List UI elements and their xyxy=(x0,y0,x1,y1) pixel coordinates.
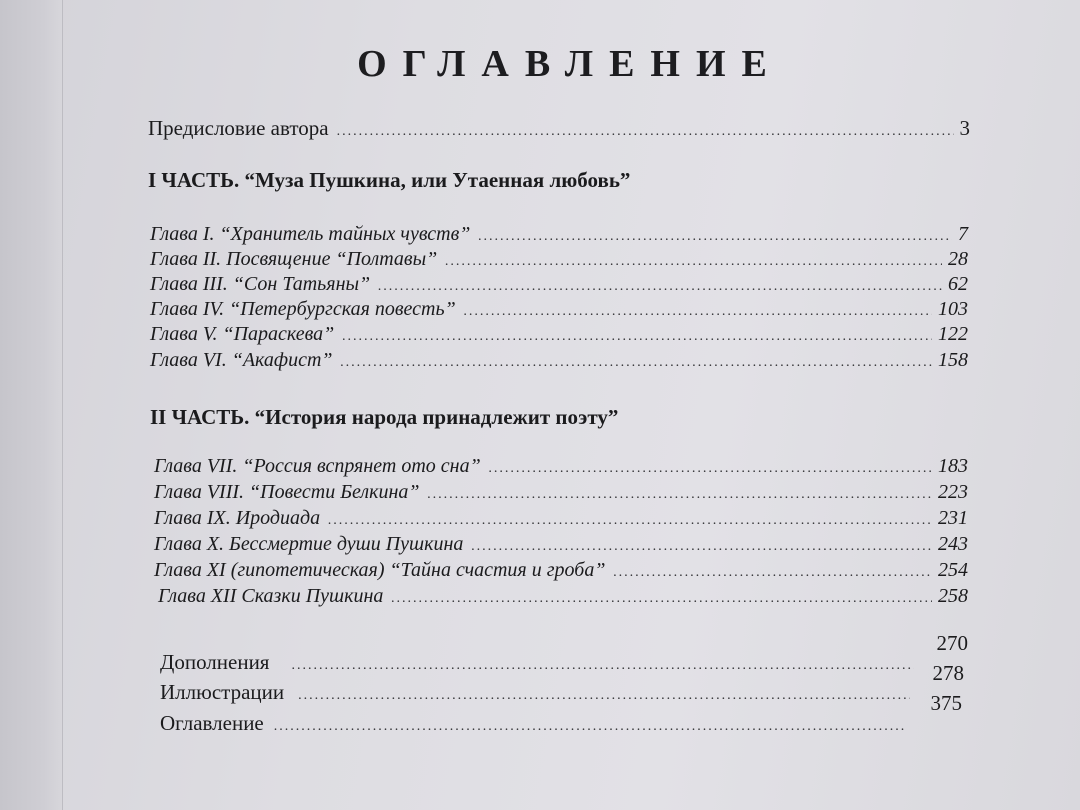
toc-entry-chapter-3[interactable] xyxy=(150,273,968,299)
dot-leader xyxy=(613,565,932,581)
toc-entry-label: Глава VI. “Акафист” xyxy=(150,349,333,371)
toc-entry-label: Глава VIII. “Повести Белкина” xyxy=(154,481,420,503)
dot-leader xyxy=(478,229,952,245)
dot-leader xyxy=(298,688,910,704)
toc-page-number: 103 xyxy=(938,298,968,320)
toc-entry-label: Глава I. “Хранитель тайных чувств” xyxy=(150,223,471,245)
part-1-heading: I ЧАСТЬ. “Муза Пушкина, или Утаенная любовь” xyxy=(148,168,631,192)
toc-entry-label: Глава IX. Иродиада xyxy=(154,507,321,529)
dot-leader xyxy=(341,355,932,371)
toc-entry-chapter-6[interactable] xyxy=(150,349,968,375)
dot-leader xyxy=(342,329,932,345)
toc-entry-chapter-5[interactable] xyxy=(150,323,968,349)
toc-page-number: 183 xyxy=(938,455,968,477)
toc-entry-additions[interactable] xyxy=(160,650,920,676)
dot-leader xyxy=(378,279,942,295)
toc-entry-label: Глава XII Сказки Пушкина xyxy=(158,585,384,607)
dot-leader xyxy=(337,124,954,140)
toc-entry-chapter-9[interactable] xyxy=(154,507,968,533)
toc-entry-chapter-11[interactable] xyxy=(154,559,968,585)
dot-leader xyxy=(291,658,914,674)
toc-page-number: 62 xyxy=(948,273,968,295)
dot-leader xyxy=(464,304,932,320)
toc-entry-label: Глава IV. “Петербургская повесть” xyxy=(150,298,456,320)
toc-entry-label: Предисловие автора xyxy=(148,116,329,140)
toc-entry-preface[interactable] xyxy=(148,116,970,142)
dot-leader xyxy=(471,539,932,555)
toc-page-number: 28 xyxy=(948,248,968,270)
toc-entry-chapter-7[interactable] xyxy=(154,455,968,481)
dot-leader xyxy=(391,591,932,607)
toc-page-number: 231 xyxy=(938,507,968,529)
toc-page-number: 243 xyxy=(938,533,968,555)
toc-page-number: 122 xyxy=(938,323,968,345)
toc-page-number: 375 xyxy=(930,691,962,715)
toc-page-number: 258 xyxy=(938,585,968,607)
toc-entry-contents[interactable] xyxy=(160,711,912,737)
dot-leader xyxy=(445,254,942,270)
toc-entry-illustrations[interactable] xyxy=(160,680,916,706)
page-title: ОГЛАВЛЕНИЕ xyxy=(357,43,783,85)
toc-page-number: 158 xyxy=(938,349,968,371)
dot-leader xyxy=(489,461,932,477)
dot-leader xyxy=(428,487,933,503)
toc-entry-label: Глава VII. “Россия вспрянет ото сна” xyxy=(154,455,481,477)
toc-entry-chapter-1[interactable] xyxy=(150,223,968,249)
dot-leader xyxy=(328,513,932,529)
toc-entry-label: Глава III. “Сон Татьяны” xyxy=(150,273,371,295)
part-2-heading: II ЧАСТЬ. “История народа принадлежит поэту” xyxy=(150,405,619,429)
toc-entry-label: Глава II. Посвящение “Полтавы” xyxy=(150,248,438,270)
toc-entry-chapter-8[interactable] xyxy=(154,481,968,507)
toc-page-number: 254 xyxy=(938,559,968,581)
toc-entry-label: Глава X. Бессмертие души Пушкина xyxy=(154,533,464,555)
toc-entry-chapter-4[interactable] xyxy=(150,298,968,324)
toc-entry-label: Глава XI (гипотетическая) “Тайна счастия и гроба” xyxy=(154,559,606,581)
toc-entry-chapter-10[interactable] xyxy=(154,533,968,559)
toc-entry-chapter-2[interactable] xyxy=(150,248,968,274)
toc-entry-chapter-12[interactable] xyxy=(158,585,968,611)
toc-entry-label: Дополнения xyxy=(160,650,270,674)
toc-page-number: 7 xyxy=(958,223,968,245)
toc-entry-label: Иллюстрации xyxy=(160,680,285,704)
toc-page-number: 3 xyxy=(959,116,970,140)
toc-entry-label: Глава V. “Параскева” xyxy=(150,323,335,345)
toc-page-number: 270 xyxy=(936,631,968,655)
dot-leader xyxy=(274,719,906,735)
toc-page-number: 278 xyxy=(932,661,964,685)
toc-page-number: 223 xyxy=(938,481,968,503)
toc-entry-label: Оглавление xyxy=(160,711,264,735)
